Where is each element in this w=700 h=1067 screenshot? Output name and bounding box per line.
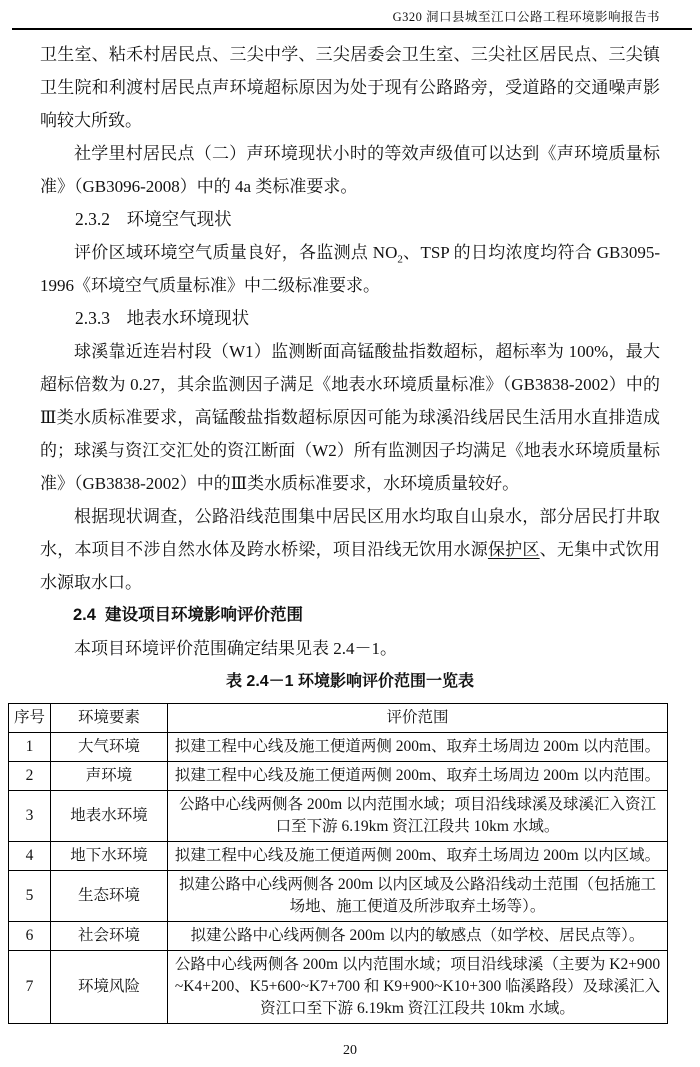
section-number: 2.4 — [73, 606, 96, 624]
cell-element: 声环境 — [51, 762, 168, 791]
no2-subscript: 2 — [397, 253, 403, 266]
section-title: 建设项目环境影响评价范围 — [105, 606, 303, 624]
paragraph-air-quality-text: 评价区域环境空气质量良好，各监测点 NO — [74, 243, 398, 262]
underlined-term: 保护区 — [487, 540, 540, 559]
cell-element: 地表水环境 — [51, 791, 168, 842]
section-heading-2-3-2 — [40, 203, 660, 236]
page-number: 20 — [343, 1043, 357, 1058]
cell-index: 3 — [9, 791, 51, 842]
table-row — [9, 842, 668, 871]
table-row — [9, 922, 668, 951]
table-row — [9, 791, 668, 842]
table-row — [9, 733, 668, 762]
cell-scope: 拟建工程中心线及施工便道两侧 200m、取弃土场周边 200m 以内区域。 — [168, 842, 668, 871]
cell-element: 环境风险 — [51, 951, 168, 1024]
paragraph-surface-water: 球溪靠近连岩村段（W1）监测断面高锰酸盐指数超标，超标率为 100%，最大超标倍数为 0.27，其余监测因子满足《地表水环境质量标准》（GB3838-2002）中的Ⅲ类水质标准要求，高锰酸盐指数超标原因可能为球溪沿线居民生活用水直排造成的；球溪与资江交汇处的资江断面（W2）所有监测因子均满足《地表水环境质量标准》（GB3838-2002）中的Ⅲ类水质标准要求，水环境质量较好。 — [40, 342, 660, 493]
cell-element: 社会环境 — [51, 922, 168, 951]
running-header — [0, 0, 700, 28]
section-number: 2.3.3 — [75, 308, 110, 328]
paragraph-air-quality-text: 、TSP 的日均浓度均符合 GB3095-1996《环境空气质量标准》中二级标准要求。 — [40, 243, 660, 295]
cell-element: 生态环境 — [51, 871, 168, 922]
cell-index: 2 — [9, 762, 51, 791]
cell-scope: 拟建公路中心线两侧各 200m 以内的敏感点（如学校、居民点等）。 — [168, 922, 668, 951]
cell-scope: 拟建工程中心线及施工便道两侧 200m、取弃土场周边 200m 以内范围。 — [168, 762, 668, 791]
cell-index: 7 — [9, 951, 51, 1024]
section-title: 环境空气现状 — [126, 209, 232, 229]
table-row — [9, 951, 668, 1024]
cell-element: 大气环境 — [51, 733, 168, 762]
paragraph-water-survey-text: 、无集中式饮用水源取水口。 — [40, 540, 661, 592]
cell-scope: 公路中心线两侧各 200m 以内范围水域；项目沿线球溪及球溪汇入资江口至下游 6.19km 资江江段共 10km 水域。 — [168, 791, 668, 842]
table-caption: 表 2.4－1 环境影响评价范围一览表 — [225, 673, 475, 690]
cell-scope: 公路中心线两侧各 200m 以内范围水域；项目沿线球溪（主要为 K2+900~K4+200、K5+600~K7+700 和 K9+900~K10+300 临溪路段）及球溪汇入资江口至下游 6.19km 资江江段共 10km 水域。 — [168, 951, 668, 1024]
section-title: 地表水环境现状 — [126, 308, 250, 328]
paragraph-table-ref: 本项目环境评价范围确定结果见表 2.4－1。 — [74, 639, 397, 658]
table-row — [9, 871, 668, 922]
table-header-row — [9, 704, 668, 733]
paragraph-shexueli: 社学里村居民点（二）声环境现状小时的等效声级值可以达到《声环境质量标准》（GB3096-2008）中的 4a 类标准要求。 — [40, 144, 660, 196]
paragraph-noise-exceedance: 卫生室、粘禾村居民点、三尖中学、三尖居委会卫生室、三尖社区居民点、三尖镇卫生院和利渡村居民点声环境超标原因为处于现有公路路旁，受道路的交通噪声影响较大所致。 — [40, 45, 660, 130]
cell-index: 4 — [9, 842, 51, 871]
paragraph-air-quality — [40, 236, 660, 302]
section-heading-2-3-3 — [40, 302, 660, 335]
page-body — [0, 30, 700, 695]
cell-index: 6 — [9, 922, 51, 951]
evaluation-scope-table — [8, 703, 668, 1024]
column-header-element: 环境要素 — [51, 704, 168, 733]
table-row — [9, 762, 668, 791]
cell-index: 1 — [9, 733, 51, 762]
section-heading-2-4 — [40, 599, 660, 632]
running-header-title: G320 洞口县城至江口公路工程环境影响报告书 — [392, 10, 660, 24]
cell-index: 5 — [9, 871, 51, 922]
paragraph-water-survey-text: 根据现状调查，公路沿线范围集中居民区用水均取自山泉水，部分居民打井取水，本项目不涉自然水体及跨水桥梁，项目沿线无饮用水源 — [40, 507, 660, 559]
column-header-scope: 评价范围 — [168, 704, 668, 733]
cell-element: 地下水环境 — [51, 842, 168, 871]
cell-scope: 拟建工程中心线及施工便道两侧 200m、取弃土场周边 200m 以内范围。 — [168, 733, 668, 762]
cell-scope: 拟建公路中心线两侧各 200m 以内区域及公路沿线动土范围（包括施工场地、施工便道及所涉取弃土场等）。 — [168, 871, 668, 922]
column-header-index: 序号 — [9, 704, 51, 733]
section-number: 2.3.2 — [75, 209, 110, 229]
paragraph-water-survey — [40, 500, 660, 599]
